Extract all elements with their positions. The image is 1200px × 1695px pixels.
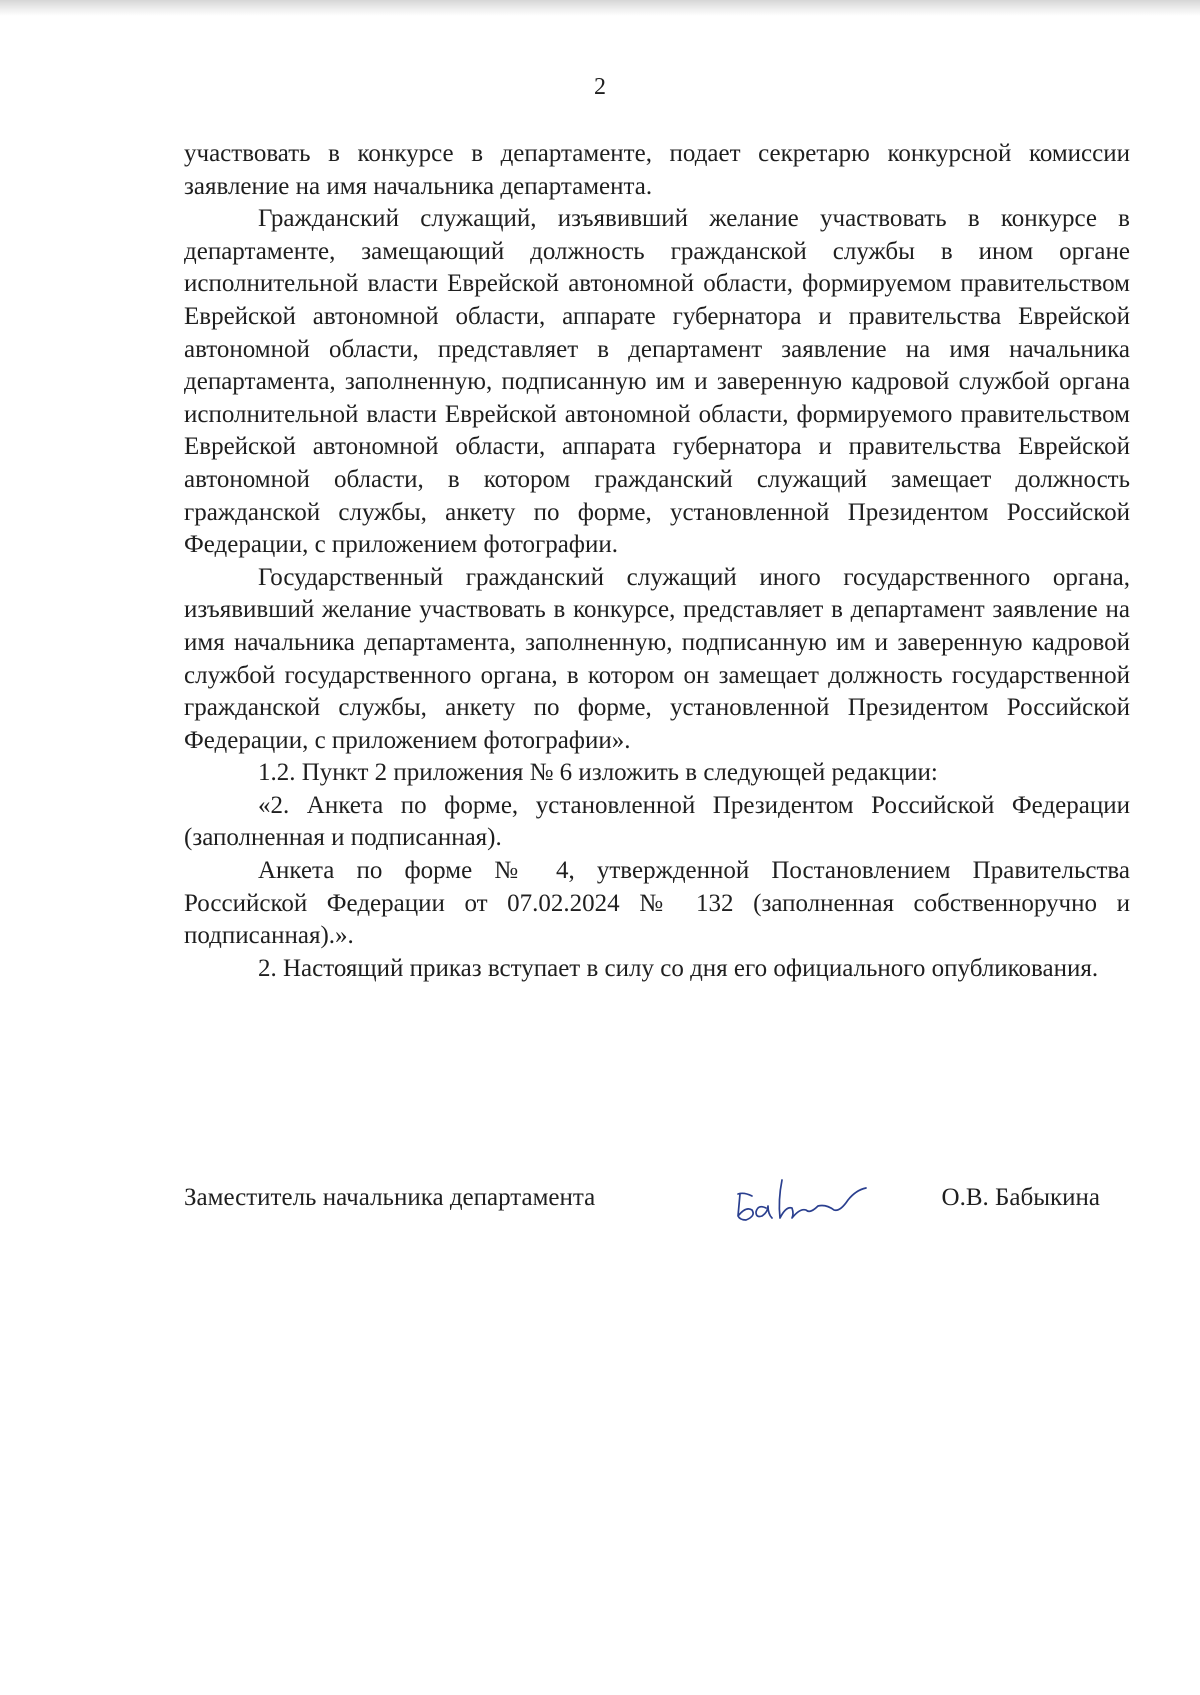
paragraph-civil-servant: Гражданский служащий, изъявивший желание участвовать в конкурсе в департаменте, замещающий должность гражданской службы в ином органе исполнительной власти Еврейской автономной области, формируемом правительством Еврейской автономной области, аппарате губернатора и правительства Еврейской автономной области, представляет в департамент заявление на имя начальника департамента, заполненную, подписанную им и заверенную кадровой службой органа исполнительной власти Еврейской автономной области, формируемого правительством Еврейской автономной области, аппарата губернатора и правительства Еврейской автономной области, в котором гражданский служащий замещает должность гражданской службы, анкету по форме, установленной Президентом Российской Федерации, с приложением фотографии. — [184, 205, 1130, 559]
scan-edge-shadow — [0, 0, 1200, 16]
signature-block — [184, 1170, 1130, 1230]
document-body — [184, 138, 1130, 985]
handwritten-signature — [730, 1170, 880, 1230]
paragraph-state-civil-servant: Государственный гражданский служащий иного государственного органа, изъявивший желание участвовать в конкурсе, представляет в департамент заявление на имя начальника департамента, заполненную, подписанную им и заверенную кадровой службой государственного органа, в котором он замещает должность государственной гражданской службы, анкету по форме, установленной Президентом Российской Федерации, с приложением фотографии». — [184, 563, 1130, 754]
paragraph-item-1-2: 1.2. Пункт 2 приложения № 6 изложить в следующей редакции: — [258, 759, 938, 787]
signatory-name: О.В. Бабыкина — [941, 1184, 1100, 1211]
paragraph-form-4: Анкета по форме № 4, утвержденной Постановлением Правительства Российской Федерации от 07.02.2024 № 132 (заполненная собственноручно и подписанная).». — [184, 857, 1130, 950]
signatory-position: Заместитель начальника департамента — [184, 1184, 596, 1211]
paragraph-questionnaire: «2. Анкета по форме, установленной Президентом Российской Федерации (заполненная и подписанная). — [184, 791, 1130, 852]
page-number: 2 — [594, 74, 606, 100]
paragraph-continuation: участвовать в конкурсе в департаменте, подает секретарю конкурсной комиссии заявление на имя начальника департамента. — [184, 140, 1130, 200]
paragraph-effective-date: 2. Настоящий приказ вступает в силу со дня его официального опубликования. — [258, 954, 1099, 982]
